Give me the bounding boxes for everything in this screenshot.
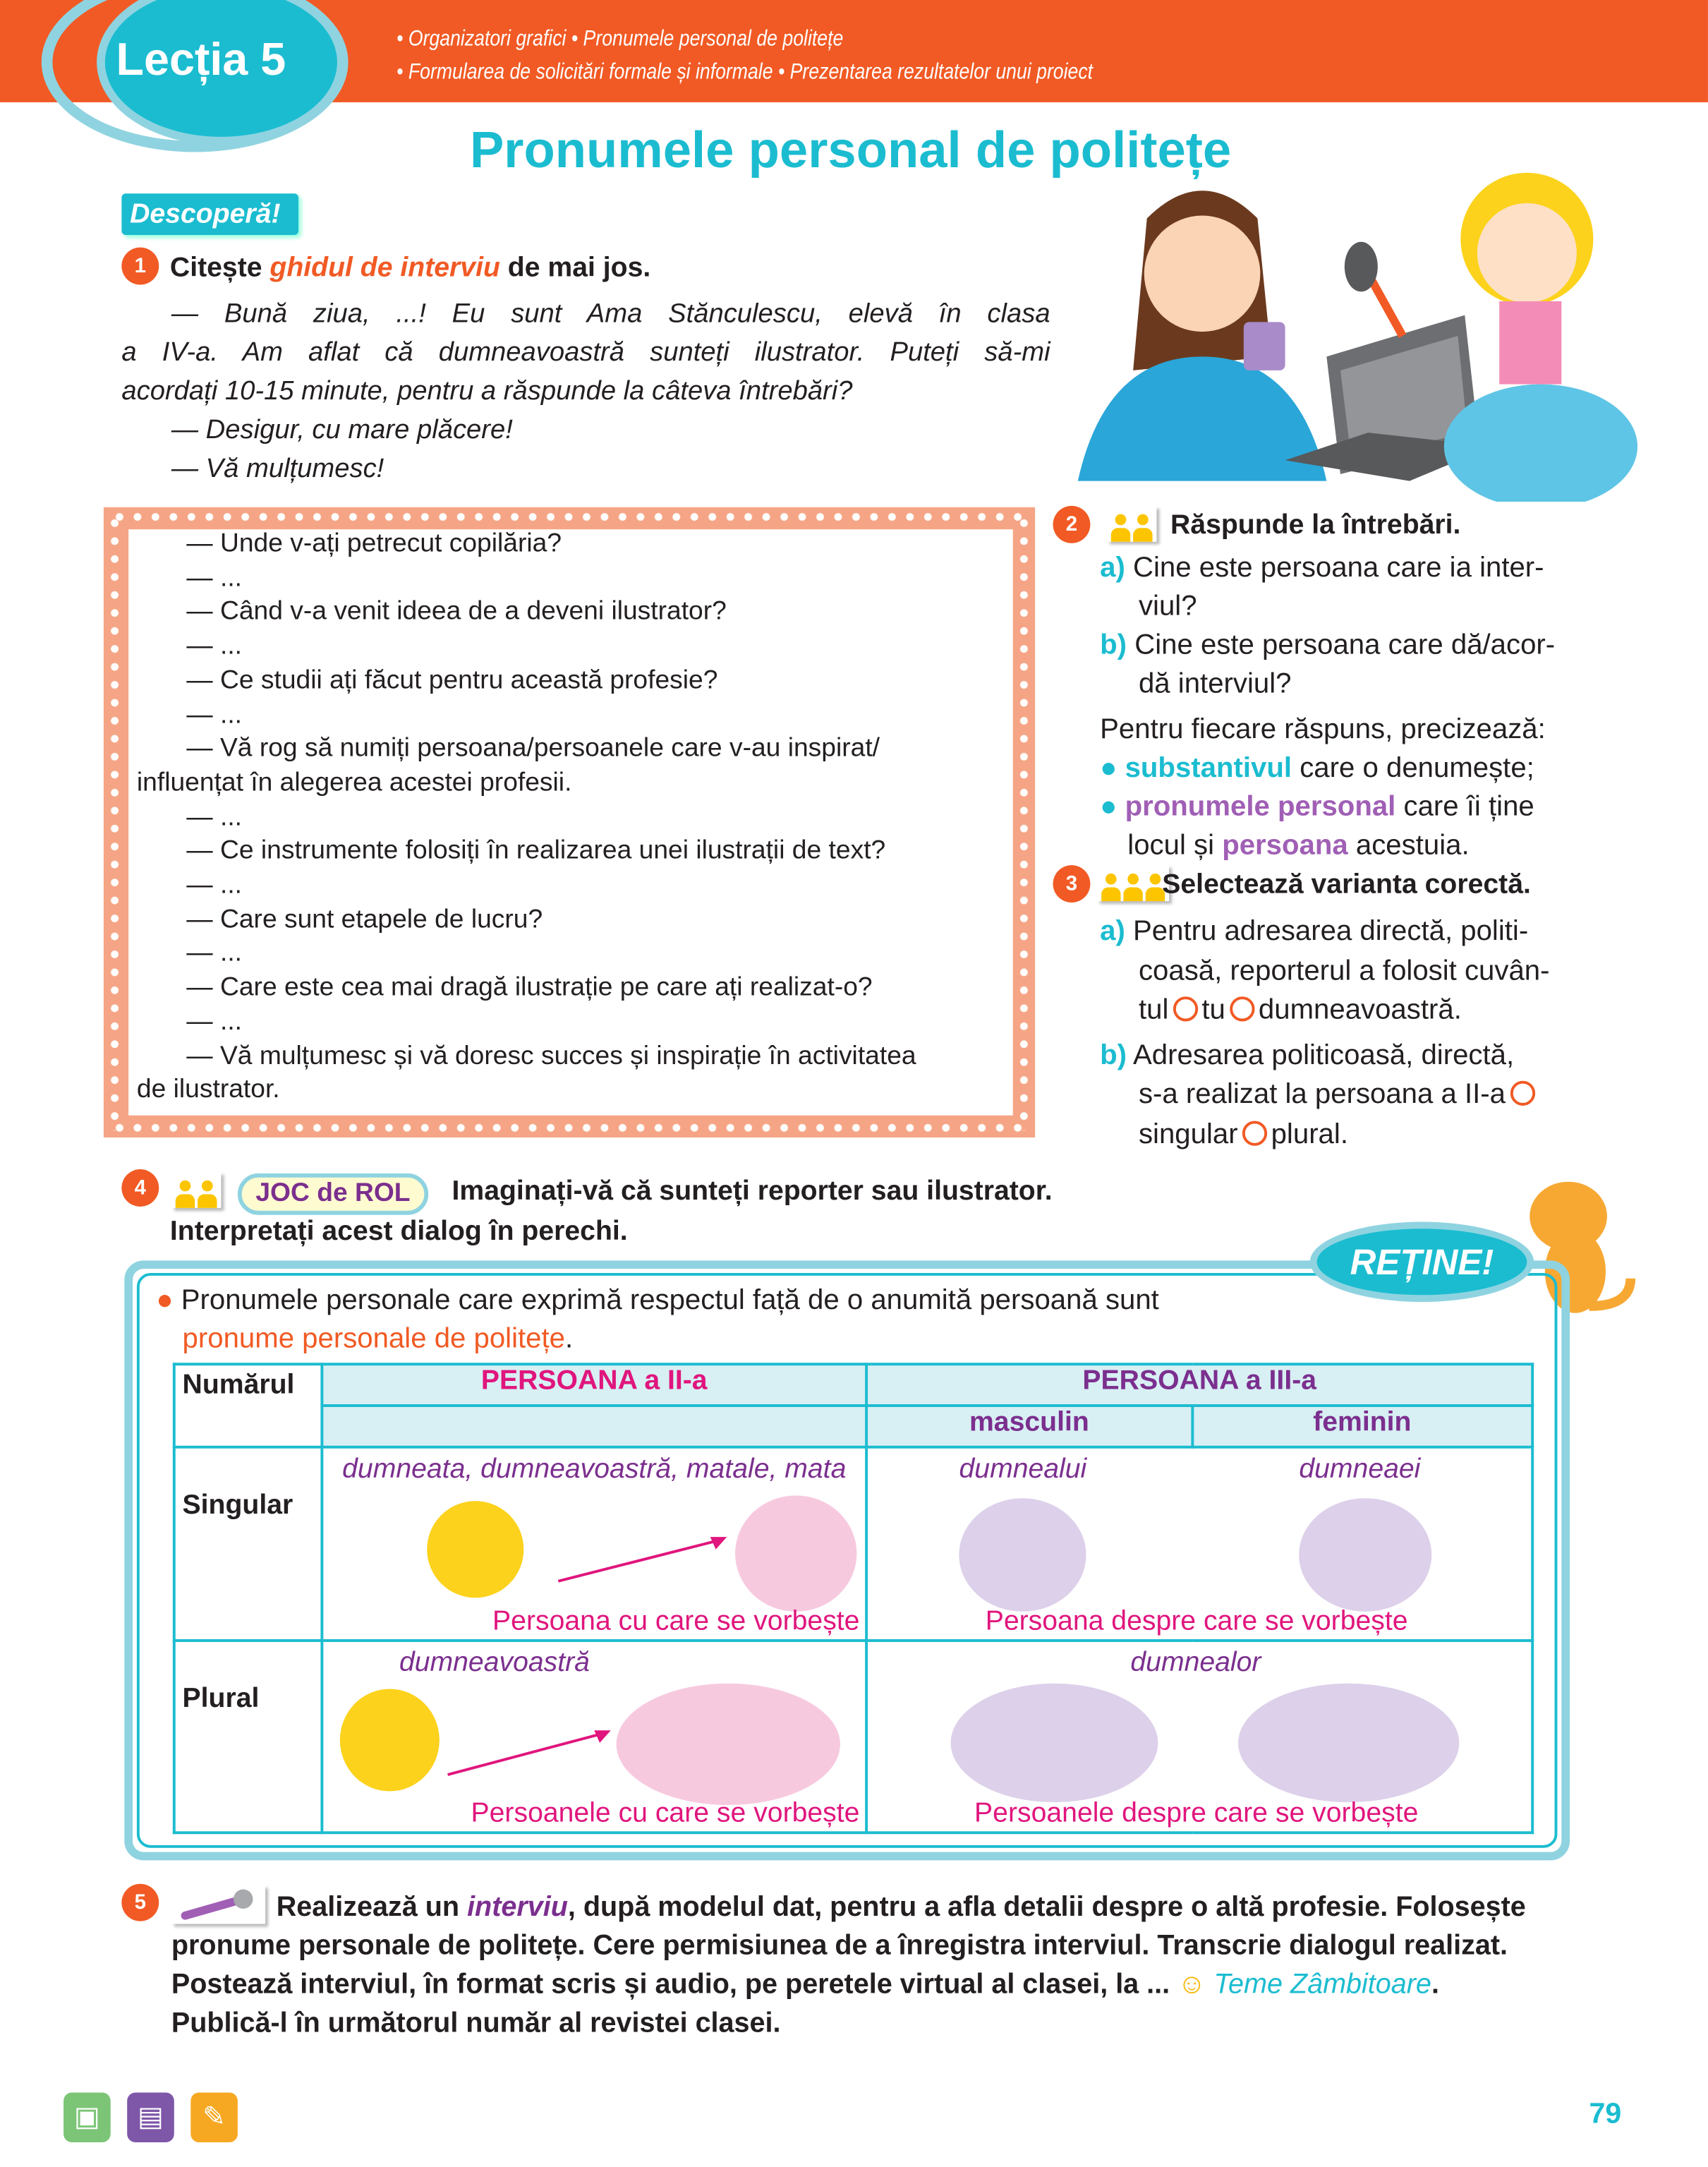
remember-badge: REȚINE! bbox=[1310, 1221, 1534, 1302]
intro-line: a IV-a. Am aflat că dumneavoastră sunteți ilustrator. Puteți să-mi bbox=[121, 337, 1050, 368]
option-dumneavoastra-label: dumneavoastră. bbox=[1258, 994, 1462, 1026]
exercise-2-body: a) Cine este persoana care ia inter- viul? b) Cine este persoana care dă/acor- dă interviul? Pentru fiecare răspuns, precizează: ● substantivul care o denumește; ● pronumele personal care îi ține locul și persoana acestuia. bbox=[1100, 551, 1556, 862]
header-person-3: PERSOANA a III-a bbox=[866, 1364, 1532, 1406]
bullet-2-text: care îi ține bbox=[1395, 790, 1534, 823]
statement-a-cont: coasă, reporterul a folosit cuvân- bbox=[1138, 954, 1550, 986]
option-singular-label: singular bbox=[1138, 1117, 1238, 1149]
ex5-interview-highlight: interviu bbox=[467, 1892, 568, 1923]
answer-placeholder: — ... bbox=[186, 938, 243, 968]
image-icon[interactable]: ▣ bbox=[63, 2092, 111, 2142]
item-a-label: a) bbox=[1100, 551, 1125, 584]
smiley-icon: ☺ bbox=[1177, 1969, 1214, 2000]
frame-dots bbox=[109, 514, 121, 1131]
question-line: — Când v-a venit ideea de a deveni ilustrator? bbox=[186, 597, 727, 627]
question-line: — Unde v-ați petrecut copilăria? bbox=[186, 529, 562, 559]
interview-illustration bbox=[1050, 163, 1659, 502]
arrow-icon bbox=[555, 1531, 735, 1586]
note-about: Persoana despre care se vorbește bbox=[985, 1606, 1408, 1637]
remember-text-2 bbox=[183, 1322, 574, 1356]
note-about-plural: Persoanele despre care se vorbește bbox=[974, 1798, 1419, 1829]
item-b-label: b) bbox=[1100, 1038, 1127, 1071]
exercise-3-number: 3 bbox=[1053, 865, 1091, 903]
bullet-2-cont-highlight: persoana bbox=[1222, 829, 1348, 862]
answer-placeholder: — ... bbox=[186, 700, 243, 730]
question-a-cont: viul? bbox=[1138, 590, 1197, 622]
header-person-2-sub bbox=[322, 1406, 866, 1447]
exercise-4-line1: Imaginați-vă că sunteți reporter sau ilustrator. bbox=[452, 1176, 1053, 1207]
option-plural-label: plural. bbox=[1271, 1117, 1348, 1149]
illustrator-woman-icon bbox=[1078, 191, 1327, 481]
teme-zambitoare-link[interactable]: Teme Zâmbitoare bbox=[1213, 1969, 1431, 2000]
girl-face-icon bbox=[427, 1501, 523, 1598]
answer-placeholder: — ... bbox=[186, 563, 243, 593]
pronoun-plural-p2: dumneavoastră bbox=[399, 1647, 590, 1678]
item-b-label: b) bbox=[1100, 629, 1127, 661]
remember-definition: Pronumele personale care exprimă respectul față de o anumită persoană sunt bbox=[181, 1284, 1159, 1316]
frame-dots bbox=[111, 1122, 1029, 1133]
statement-a: Pentru adresarea directă, politi- bbox=[1133, 915, 1529, 947]
answer-placeholder: — ... bbox=[186, 802, 243, 832]
group-work-icon bbox=[1097, 865, 1169, 901]
question-line: influențat în alegerea acestei profesii. bbox=[136, 768, 572, 798]
grandmother-face-icon bbox=[735, 1495, 856, 1612]
row-plural: Plural bbox=[174, 1641, 322, 1833]
polite-pronouns-table bbox=[173, 1363, 1534, 1834]
remember-text-1: ● Pronumele personale care exprimă respectul față de o anumită persoană sunt bbox=[156, 1284, 1159, 1316]
bullet-2-cont: locul și bbox=[1127, 829, 1223, 862]
ex5-line1-post: , după modelul dat, pentru a afla detalii despre o altă profesie. Folosește bbox=[567, 1892, 1526, 1923]
exercise-5-number: 5 bbox=[121, 1884, 159, 1921]
ex5-line3-end: . bbox=[1431, 1969, 1439, 2000]
bullet-2-cont-end: acestuia. bbox=[1347, 829, 1470, 862]
answer-placeholder: — ... bbox=[186, 632, 243, 661]
ex5-line4: Publică-l în următorul număr al revistei clasei. bbox=[171, 2008, 781, 2039]
intro-line: — Vă mulțumesc! bbox=[171, 453, 384, 484]
frame-dots bbox=[111, 512, 1029, 523]
question-line: — Care este cea mai dragă ilustrație pe care ați realizat-o? bbox=[186, 973, 873, 1003]
film-icon[interactable]: ▤ bbox=[127, 2092, 174, 2142]
women-faces-icon bbox=[1238, 1684, 1459, 1802]
option-radio-dumneavoastra[interactable] bbox=[1230, 996, 1254, 1021]
header-feminine: feminin bbox=[1192, 1406, 1533, 1447]
cell-singular-p3 bbox=[866, 1447, 1532, 1641]
question-line: de ilustrator. bbox=[136, 1075, 280, 1105]
exercise-3-body bbox=[1100, 912, 1549, 1154]
pronoun-masculine: dumnealui bbox=[959, 1454, 1087, 1485]
item-a-label: a) bbox=[1100, 915, 1125, 947]
bullet-1-text: care o denumește; bbox=[1292, 751, 1534, 784]
exercise-1-title bbox=[170, 253, 650, 284]
note-addressed-plural: Persoanele cu care se vorbește bbox=[471, 1798, 860, 1829]
row-singular: Singular bbox=[174, 1447, 322, 1641]
option-radio-ii[interactable] bbox=[1510, 1081, 1534, 1106]
exercise-4-line2: Interpretați acest dialog în perechi. bbox=[169, 1216, 628, 1247]
frame-dots bbox=[1019, 514, 1030, 1131]
intro-line: — Bună ziua, ...! Eu sunt Ama Stănculescu, elevă în clasa bbox=[171, 298, 1050, 330]
intro-line: — Desigur, cu mare plăcere! bbox=[171, 414, 513, 445]
cell-plural-p3 bbox=[866, 1641, 1532, 1833]
woman-face-icon bbox=[1299, 1498, 1431, 1612]
exercise-2-number: 2 bbox=[1053, 506, 1091, 543]
exercise-1-number: 1 bbox=[121, 248, 159, 285]
ex5-line2: pronume personale de politețe. Cere permisiunea de a înregistra interviul. Transcrie dialogul realizat. bbox=[171, 1931, 1508, 1962]
header-topics-1: • Organizatori grafici • Pronumele personal de politețe bbox=[396, 28, 844, 52]
ex1-title-highlight: ghidul de interviu bbox=[269, 253, 500, 284]
pronoun-feminine: dumneaei bbox=[1299, 1454, 1421, 1485]
cell-singular-p2 bbox=[322, 1447, 866, 1641]
ex5-line1-pre: Realizează un bbox=[276, 1892, 468, 1923]
header-topics-2: • Formularea de solicitări formale și informale • Prezentarea rezultatelor unui proiect bbox=[396, 61, 1094, 85]
pair-work-icon bbox=[171, 1172, 222, 1208]
header-masculine: masculin bbox=[866, 1406, 1192, 1447]
ex5-line3: Postează interviul, în format scris și audio, pe peretele virtual al clasei, la ... bbox=[171, 1969, 1178, 2000]
remember-term: pronume personale de politețe bbox=[182, 1322, 566, 1355]
man-face-icon bbox=[959, 1498, 1086, 1612]
statement-b: Adresarea politicoasă, directă, bbox=[1133, 1038, 1515, 1071]
answer-placeholder: — ... bbox=[186, 1007, 243, 1037]
bullet-1-highlight: substantivul bbox=[1125, 751, 1292, 784]
lesson-number: Lecția 5 bbox=[116, 33, 286, 85]
pencil-icon[interactable]: ✎ bbox=[190, 2092, 238, 2142]
exercise-2-title: Răspunde la întrebări. bbox=[1170, 509, 1461, 541]
option-radio-tu[interactable] bbox=[1173, 996, 1197, 1021]
cell-plural-p2 bbox=[322, 1641, 866, 1833]
pronoun-plural-p3: dumnealor bbox=[1130, 1647, 1261, 1678]
question-line: — Ce studii ați făcut pentru această profesie? bbox=[186, 665, 718, 695]
question-b: Cine este persoana care dă/acor- bbox=[1134, 629, 1556, 661]
remember-term-end: . bbox=[565, 1322, 574, 1355]
option-radio-plural[interactable] bbox=[1242, 1121, 1266, 1145]
discover-label: Descoperă! bbox=[121, 193, 298, 235]
ex1-title-post: de mai jos. bbox=[499, 253, 651, 284]
statement-a-end: tul bbox=[1138, 994, 1169, 1026]
option-tu-label: tu bbox=[1201, 994, 1225, 1026]
exercise-4-number: 4 bbox=[121, 1169, 159, 1207]
statement-b-cont: s-a realizat la persoana a II-a bbox=[1138, 1078, 1506, 1110]
page-title: Pronumele personal de politețe bbox=[469, 121, 1232, 179]
header-person-2: PERSOANA a II-a bbox=[322, 1364, 866, 1406]
question-line: — Vă rog să numiți persoana/persoanele care v-au inspirat/ bbox=[186, 734, 880, 763]
arrow-icon bbox=[445, 1725, 618, 1780]
man-woman-faces-icon bbox=[951, 1684, 1158, 1802]
question-line: — Ce instrumente folosiți în realizarea unei ilustrații de text? bbox=[186, 836, 886, 866]
header-number: Numărul bbox=[174, 1364, 322, 1447]
interview-questions bbox=[137, 528, 916, 1109]
bullet-2-highlight: pronumele personal bbox=[1125, 790, 1396, 823]
question-b-cont: dă interviul? bbox=[1138, 668, 1292, 700]
specify-text: Pentru fiecare răspuns, precizează: bbox=[1100, 713, 1546, 745]
note-addressed: Persoana cu care se vorbește bbox=[492, 1606, 860, 1637]
role-play-badge: JOC de ROL bbox=[238, 1173, 428, 1215]
exercise-5-body bbox=[171, 1888, 1526, 2043]
pronoun-list: dumneata, dumneavoastră, matale, mata bbox=[342, 1454, 847, 1485]
question-line: — Vă mulțumesc și vă doresc succes și inspirație în activitatea bbox=[186, 1041, 916, 1071]
page-number: 79 bbox=[1589, 2098, 1622, 2130]
ex1-title-pre: Citește bbox=[169, 253, 270, 284]
intro-line: acordați 10-15 minute, pentru a răspunde la câteva întrebări? bbox=[121, 375, 853, 406]
answer-placeholder: — ... bbox=[186, 871, 243, 900]
pair-work-icon bbox=[1107, 506, 1157, 542]
women-faces-icon bbox=[616, 1684, 840, 1805]
question-line: — Care sunt etapele de lucru? bbox=[186, 905, 543, 934]
exercise-3-title: Selectează varianta corectă. bbox=[1162, 869, 1531, 900]
question-a: Cine este persoana care ia inter- bbox=[1133, 551, 1544, 584]
girl-face-icon bbox=[340, 1689, 440, 1792]
